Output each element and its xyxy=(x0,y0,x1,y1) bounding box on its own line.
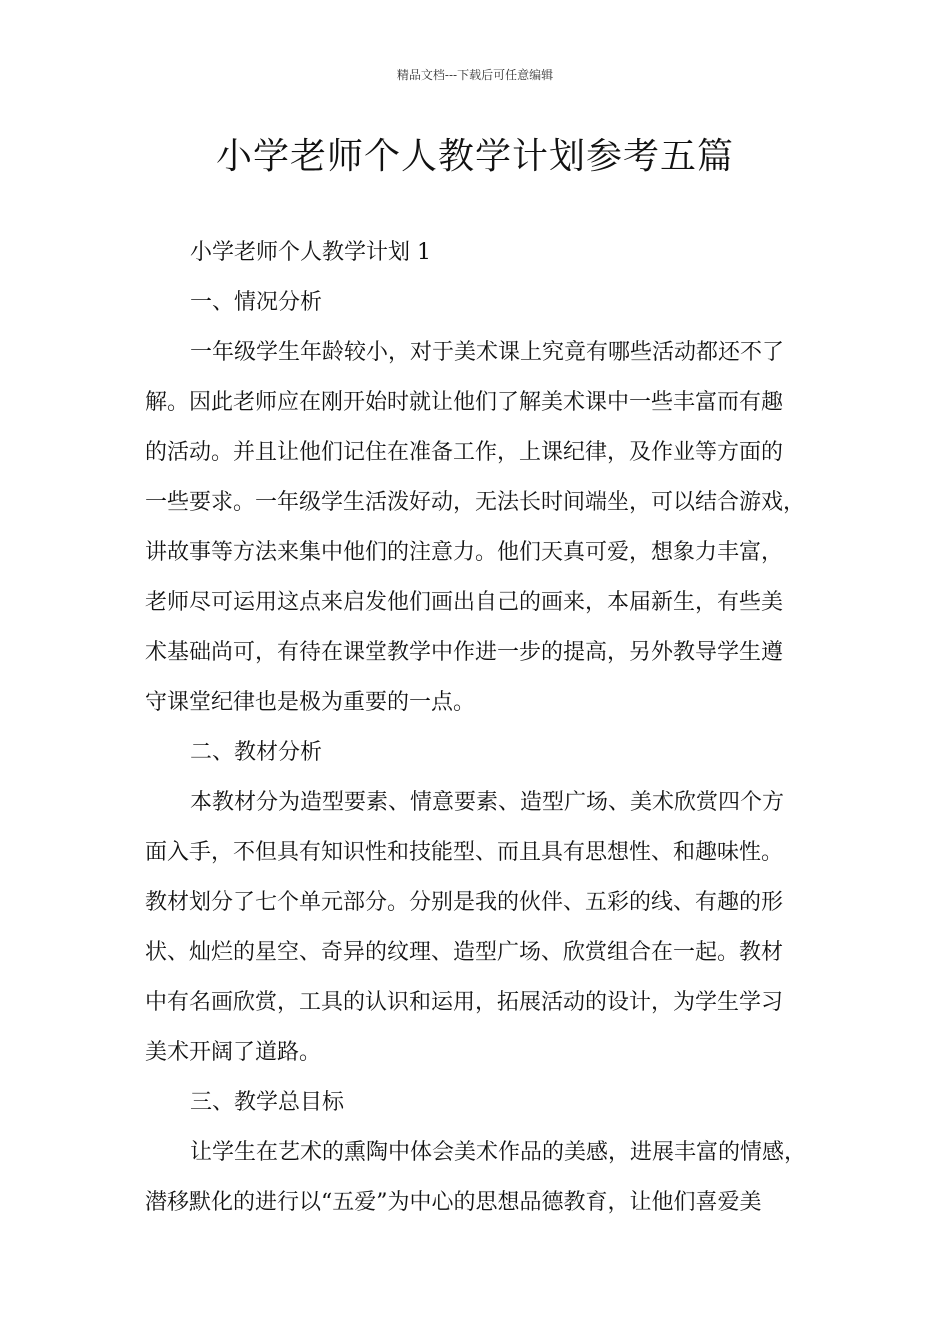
paragraph-line: 教材划分了七个单元部分。分别是我的伙伴、五彩的线、有趣的形 xyxy=(145,890,784,915)
paragraph-line: 本教材分为造型要素、情意要素、造型广场、美术欣赏四个方 xyxy=(190,790,785,815)
paragraph-line: 的活动。并且让他们记住在准备工作，上课纪律，及作业等方面的 xyxy=(145,440,784,465)
paragraph-line: 面入手，不但具有知识性和技能型、而且具有思想性、和趣味性。 xyxy=(145,840,784,865)
section-heading: 一、情况分析 xyxy=(190,290,323,315)
paragraph-line: 中有名画欣赏，工具的认识和运用，拓展活动的设计，为学生学习 xyxy=(145,990,784,1015)
paragraph-line: 解。因此老师应在刚开始时就让他们了解美术课中一些丰富而有趣 xyxy=(145,390,784,415)
paragraph-line: 状、灿烂的星空、奇异的纹理、造型广场、欣赏组合在一起。教材 xyxy=(145,940,784,965)
paragraph-line: 潜移默化的进行以“五爱”为中心的思想品德教育，让他们喜爱美 xyxy=(145,1190,762,1215)
paragraph-line: 术基础尚可，有待在课堂教学中作进一步的提高，另外教导学生遵 xyxy=(145,640,784,665)
document-title: 小学老师个人教学计划参考五篇 xyxy=(215,136,734,177)
page-header-note: 精品文档---下载后可任意编辑 xyxy=(396,68,554,82)
section-heading: 二、教材分析 xyxy=(190,740,323,765)
paragraph-line: 一些要求。一年级学生活泼好动，无法长时间端坐，可以结合游戏， xyxy=(145,490,806,515)
document-body xyxy=(145,228,825,1228)
paragraph-line: 一年级学生年龄较小，对于美术课上究竟有哪些活动都还不了 xyxy=(190,340,785,365)
section-heading: 小学老师个人教学计划 1 xyxy=(190,240,431,265)
paragraph-line: 美术开阔了道路。 xyxy=(145,1040,322,1065)
paragraph-line: 守课堂纪律也是极为重要的一点。 xyxy=(145,690,476,715)
paragraph-line: 讲故事等方法来集中他们的注意力。他们天真可爱，想象力丰富， xyxy=(145,540,784,565)
section-heading: 三、教学总目标 xyxy=(190,1090,345,1115)
paragraph-line: 老师尽可运用这点来启发他们画出自己的画来，本届新生，有些美 xyxy=(145,590,784,615)
paragraph-line: 让学生在艺术的熏陶中体会美术作品的美感，进展丰富的情感， xyxy=(190,1140,807,1165)
